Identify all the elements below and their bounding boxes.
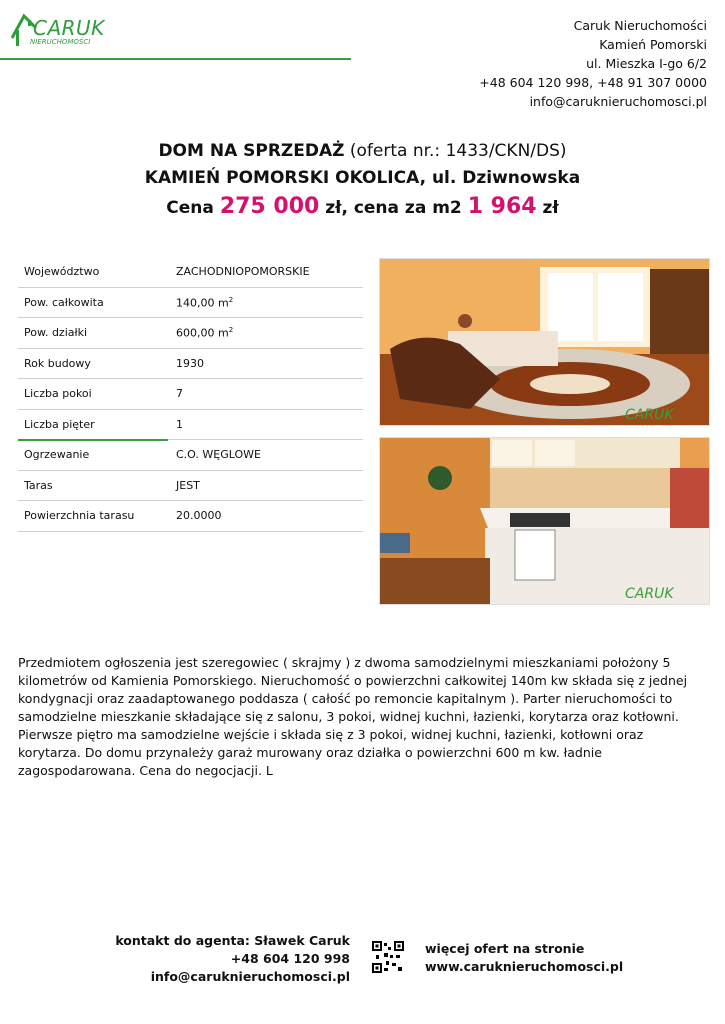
offer-heading — [0, 141, 725, 161]
row-value: 140,00 $m^2$ — [176, 295, 234, 310]
row-value: C.O. WĘGLOWE — [176, 448, 261, 461]
agent-contact — [115, 932, 350, 986]
row-value: ZACHODNIOPOMORSKIE — [176, 265, 310, 278]
row-value: JEST — [176, 478, 200, 492]
qr-code-icon[interactable] — [372, 941, 404, 973]
offer-description: Przedmiotem ogłoszenia jest szeregowiec ( skrajmy ) z dwoma samodzielnymi mieszkaniami położony 5 kilometrów od Kamienia Pomorskiego. Nieruchomość o powierzchni całkowitej 140m kw składa się z jednej kondygnacji oraz zaadaptowanego poddasza ( całość po remoncie kapitalnym ). Parter nieruchomości to samodzielne mieszkanie składające się z salonu, 3 pokoi, widnej kuchni, łazienki, korytarza oraz kotłowni. Pierwsze piętro ma samodzielne wejście i składa się z 3 pokoi, widnej kuchni, łazienki, kotłowni oraz korytarza. Do domu przynależy garaż murowany oraz działka o powierzchni 600 m kw. ładnie zagospodarowana. Cena do negocjacji. L — [18, 655, 688, 778]
agent-phone: +48 604 120 998 — [230, 951, 350, 966]
price-value: 275 000 — [219, 194, 320, 219]
company-city: Kamień Pomorski — [599, 37, 707, 52]
company-email[interactable]: info@caruknieruchomosci.pl — [529, 94, 707, 109]
logo-sub: NIERUCHOMOŚCI — [30, 38, 91, 46]
photo-living-room[interactable] — [379, 258, 710, 426]
company-address: ul. Mieszka I-go 6/2 — [586, 56, 707, 71]
watermark: CARUK — [625, 407, 674, 423]
row-label: Ogrzewanie — [24, 448, 90, 461]
company-contact — [479, 16, 707, 111]
more-offers-label: więcej ofert na stronie — [425, 941, 585, 956]
company-name: Caruk Nieruchomości — [573, 18, 707, 33]
table-row — [18, 379, 363, 410]
table-row — [18, 257, 363, 288]
price-m2-value: 1 964 — [467, 194, 537, 219]
price-currency: zł, cena za m2 — [325, 198, 462, 218]
watermark: CARUK — [625, 586, 674, 602]
more-offers — [425, 940, 623, 976]
offer-location: KAMIEŃ POMORSKI OKOLICA, ul. Dziwnowska — [144, 168, 581, 188]
property-table — [18, 257, 363, 532]
logo-brand: CARUK — [33, 16, 105, 40]
row-label: Województwo — [24, 265, 100, 278]
table-row — [18, 349, 363, 380]
row-label: Powierzchnia tarasu — [24, 509, 135, 522]
row-label: Liczba pokoi — [24, 387, 92, 400]
table-row — [18, 440, 363, 471]
company-phones: +48 604 120 998, +48 91 307 0000 — [479, 75, 707, 90]
offer-price — [0, 194, 725, 219]
price-m2-currency: zł — [542, 198, 559, 218]
website-link[interactable]: www.caruknieruchomosci.pl — [425, 959, 624, 974]
row-value: 1930 — [176, 356, 204, 370]
photo-kitchen[interactable] — [379, 437, 710, 605]
agent-label: kontakt do agenta: Sławek Caruk — [115, 933, 350, 948]
offer-type: DOM NA SPRZEDAŻ — [158, 141, 345, 161]
table-row — [18, 471, 363, 502]
row-value: 600,00 $m^2$ — [176, 326, 234, 340]
row-label: Pow. działki — [24, 326, 88, 339]
row-label: Rok budowy — [24, 356, 91, 370]
header-divider — [0, 58, 351, 60]
offer-number: (oferta nr.: 1433/CKN/DS) — [349, 141, 567, 161]
agent-email[interactable]: info@caruknieruchomosci.pl — [150, 969, 350, 984]
row-label: Taras — [24, 478, 53, 492]
table-row — [18, 318, 363, 349]
row-value: 20.0000 — [176, 509, 222, 522]
table-row — [18, 410, 363, 441]
row-value: 7 — [176, 387, 183, 400]
table-row — [18, 288, 363, 319]
row-value: 1 — [176, 417, 183, 431]
price-label: Cena — [166, 198, 214, 218]
table-row — [18, 501, 363, 532]
row-label: Liczba pięter — [24, 417, 95, 431]
row-label: Pow. całkowita — [24, 295, 104, 309]
